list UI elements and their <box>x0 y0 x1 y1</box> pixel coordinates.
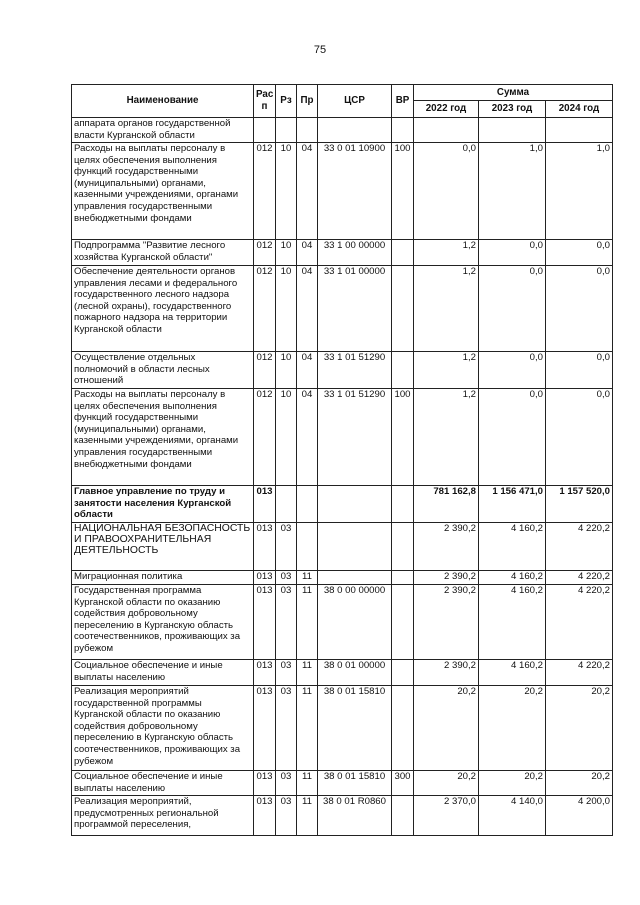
header-year-2023: 2023 год <box>479 101 546 118</box>
cell-vr <box>392 240 414 266</box>
table-row <box>72 486 613 523</box>
cell-y2023: 20,2 <box>479 771 546 796</box>
cell-vr <box>392 266 414 352</box>
cell-y2022: 20,2 <box>414 686 479 771</box>
cell-y2022: 781 162,8 <box>414 486 479 523</box>
cell-rz: 10 <box>276 389 297 486</box>
cell-vr <box>392 352 414 389</box>
cell-pr: 11 <box>297 771 318 796</box>
cell-y2023: 0,0 <box>479 240 546 266</box>
cell-csr <box>318 571 392 585</box>
header-year-2024: 2024 год <box>546 101 613 118</box>
cell-rz <box>276 118 297 143</box>
cell-name: Подпрограмма "Развитие лесного хозяйства Курганской области" <box>72 240 254 266</box>
cell-vr <box>392 796 414 836</box>
cell-pr: 04 <box>297 143 318 240</box>
cell-y2023: 0,0 <box>479 352 546 389</box>
cell-rz <box>276 486 297 523</box>
cell-y2023: 4 160,2 <box>479 585 546 660</box>
cell-y2022: 1,2 <box>414 389 479 486</box>
cell-ras: 013 <box>254 585 276 660</box>
cell-ras: 013 <box>254 796 276 836</box>
cell-pr <box>297 118 318 143</box>
table-row <box>72 266 613 352</box>
cell-ras: 013 <box>254 660 276 686</box>
cell-y2022: 2 390,2 <box>414 571 479 585</box>
cell-y2024: 0,0 <box>546 240 613 266</box>
cell-y2024: 4 200,0 <box>546 796 613 836</box>
table-row <box>72 143 613 240</box>
cell-rz: 10 <box>276 240 297 266</box>
cell-y2024: 0,0 <box>546 352 613 389</box>
cell-vr: 100 <box>392 143 414 240</box>
cell-name: Социальное обеспечение и иные выплаты населению <box>72 771 254 796</box>
cell-name: Государственная программа Курганской области по оказанию содействия добровольному переселению в Курганскую область соотечественников, проживающих за рубежом <box>72 585 254 660</box>
cell-csr <box>318 523 392 571</box>
cell-ras: 012 <box>254 143 276 240</box>
cell-vr <box>392 571 414 585</box>
cell-ras: 012 <box>254 240 276 266</box>
cell-y2024: 4 220,2 <box>546 585 613 660</box>
cell-y2023 <box>479 118 546 143</box>
table-row <box>72 571 613 585</box>
cell-ras: 013 <box>254 486 276 523</box>
cell-name: Обеспечение деятельности органов управления лесами и федерального государственного лесного надзора (лесной охраны), государственного пожарного надзора на территории Курганской области <box>72 266 254 352</box>
budget-table <box>71 84 613 836</box>
cell-y2024: 1 157 520,0 <box>546 486 613 523</box>
cell-y2022: 2 390,2 <box>414 585 479 660</box>
cell-rz: 10 <box>276 352 297 389</box>
cell-name: Реализация мероприятий государственной программы Курганской области по оказанию содействия добровольному переселению в Курганскую область соотечественников, проживающих за рубежом <box>72 686 254 771</box>
header-vr: ВР <box>392 85 414 118</box>
cell-name: НАЦИОНАЛЬНАЯ БЕЗОПАСНОСТЬ И ПРАВООХРАНИТЕЛЬНАЯ ДЕЯТЕЛЬНОСТЬ <box>72 523 254 571</box>
cell-y2023: 1 156 471,0 <box>479 486 546 523</box>
cell-csr: 38 0 01 R0860 <box>318 796 392 836</box>
cell-y2023: 4 140,0 <box>479 796 546 836</box>
cell-name: Реализация мероприятий, предусмотренных региональной программой переселения, <box>72 796 254 836</box>
cell-y2022: 1,2 <box>414 240 479 266</box>
cell-name: Главное управление по труду и занятости населения Курганской области <box>72 486 254 523</box>
cell-y2023: 1,0 <box>479 143 546 240</box>
cell-vr <box>392 686 414 771</box>
cell-y2024: 4 220,2 <box>546 660 613 686</box>
cell-name: Социальное обеспечение и иные выплаты населению <box>72 660 254 686</box>
cell-y2024: 0,0 <box>546 266 613 352</box>
cell-ras: 012 <box>254 389 276 486</box>
cell-pr: 11 <box>297 585 318 660</box>
cell-y2024: 20,2 <box>546 771 613 796</box>
cell-ras: 013 <box>254 686 276 771</box>
cell-csr: 38 0 01 00000 <box>318 660 392 686</box>
cell-y2024 <box>546 118 613 143</box>
cell-csr: 38 0 01 15810 <box>318 686 392 771</box>
cell-y2022 <box>414 118 479 143</box>
cell-pr: 11 <box>297 660 318 686</box>
cell-csr: 38 0 01 15810 <box>318 771 392 796</box>
header-rz: Рз <box>276 85 297 118</box>
table-row <box>72 523 613 571</box>
header-year-2022: 2022 год <box>414 101 479 118</box>
cell-csr <box>318 118 392 143</box>
cell-y2022: 2 390,2 <box>414 660 479 686</box>
cell-name: Расходы на выплаты персоналу в целях обеспечения выполнения функций государственными (муниципальными) органами, казенными учреждениями, органами управления государственными внебюджетными фондами <box>72 143 254 240</box>
table-row <box>72 240 613 266</box>
cell-csr: 38 0 00 00000 <box>318 585 392 660</box>
cell-rz: 03 <box>276 686 297 771</box>
cell-vr: 100 <box>392 389 414 486</box>
cell-rz: 03 <box>276 523 297 571</box>
cell-vr <box>392 486 414 523</box>
table-row <box>72 771 613 796</box>
cell-pr: 04 <box>297 352 318 389</box>
cell-rz: 03 <box>276 571 297 585</box>
cell-y2022: 0,0 <box>414 143 479 240</box>
cell-rz: 03 <box>276 796 297 836</box>
cell-y2024: 4 220,2 <box>546 523 613 571</box>
table-row <box>72 118 613 143</box>
table-body <box>72 118 613 836</box>
header-ras: Рас п <box>254 85 276 118</box>
cell-y2023: 0,0 <box>479 389 546 486</box>
cell-y2023: 0,0 <box>479 266 546 352</box>
cell-rz: 03 <box>276 771 297 796</box>
cell-y2022: 1,2 <box>414 352 479 389</box>
table-row <box>72 660 613 686</box>
cell-csr: 33 1 01 51290 <box>318 352 392 389</box>
cell-name: Расходы на выплаты персоналу в целях обеспечения выполнения функций государственными (муниципальными) органами, казенными учреждениями, органами управления государственными внебюджетными фондами <box>72 389 254 486</box>
cell-rz: 03 <box>276 585 297 660</box>
cell-ras: 013 <box>254 523 276 571</box>
table-row <box>72 389 613 486</box>
cell-ras: 013 <box>254 571 276 585</box>
cell-csr: 33 1 01 00000 <box>318 266 392 352</box>
cell-vr: 300 <box>392 771 414 796</box>
cell-name: Осуществление отдельных полномочий в области лесных отношений <box>72 352 254 389</box>
cell-y2024: 0,0 <box>546 389 613 486</box>
cell-rz: 10 <box>276 266 297 352</box>
header-name: Наименование <box>72 85 254 118</box>
cell-vr <box>392 523 414 571</box>
cell-ras: 012 <box>254 352 276 389</box>
cell-pr: 04 <box>297 240 318 266</box>
table-row <box>72 585 613 660</box>
cell-pr: 11 <box>297 686 318 771</box>
page-number: 75 <box>313 44 327 56</box>
cell-y2023: 4 160,2 <box>479 523 546 571</box>
header-pr: Пр <box>297 85 318 118</box>
cell-y2022: 2 390,2 <box>414 523 479 571</box>
cell-pr <box>297 523 318 571</box>
cell-y2022: 20,2 <box>414 771 479 796</box>
cell-name: аппарата органов государственной власти Курганской области <box>72 118 254 143</box>
cell-pr <box>297 486 318 523</box>
cell-y2024: 1,0 <box>546 143 613 240</box>
cell-ras <box>254 118 276 143</box>
cell-rz: 10 <box>276 143 297 240</box>
cell-csr: 33 1 00 00000 <box>318 240 392 266</box>
header-sum: Сумма <box>414 85 613 101</box>
table-row <box>72 796 613 836</box>
cell-rz: 03 <box>276 660 297 686</box>
table-row <box>72 686 613 771</box>
cell-y2022: 2 370,0 <box>414 796 479 836</box>
cell-ras: 012 <box>254 266 276 352</box>
table-row <box>72 352 613 389</box>
cell-csr: 33 0 01 10900 <box>318 143 392 240</box>
cell-y2024: 20,2 <box>546 686 613 771</box>
cell-pr: 04 <box>297 389 318 486</box>
header-csr: ЦСР <box>318 85 392 118</box>
cell-vr <box>392 118 414 143</box>
cell-vr <box>392 660 414 686</box>
cell-y2024: 4 220,2 <box>546 571 613 585</box>
cell-y2023: 20,2 <box>479 686 546 771</box>
cell-y2023: 4 160,2 <box>479 660 546 686</box>
cell-pr: 04 <box>297 266 318 352</box>
cell-pr: 11 <box>297 571 318 585</box>
cell-ras: 013 <box>254 771 276 796</box>
cell-csr: 33 1 01 51290 <box>318 389 392 486</box>
cell-vr <box>392 585 414 660</box>
cell-name: Миграционная политика <box>72 571 254 585</box>
cell-pr: 11 <box>297 796 318 836</box>
cell-y2023: 4 160,2 <box>479 571 546 585</box>
cell-csr <box>318 486 392 523</box>
cell-y2022: 1,2 <box>414 266 479 352</box>
